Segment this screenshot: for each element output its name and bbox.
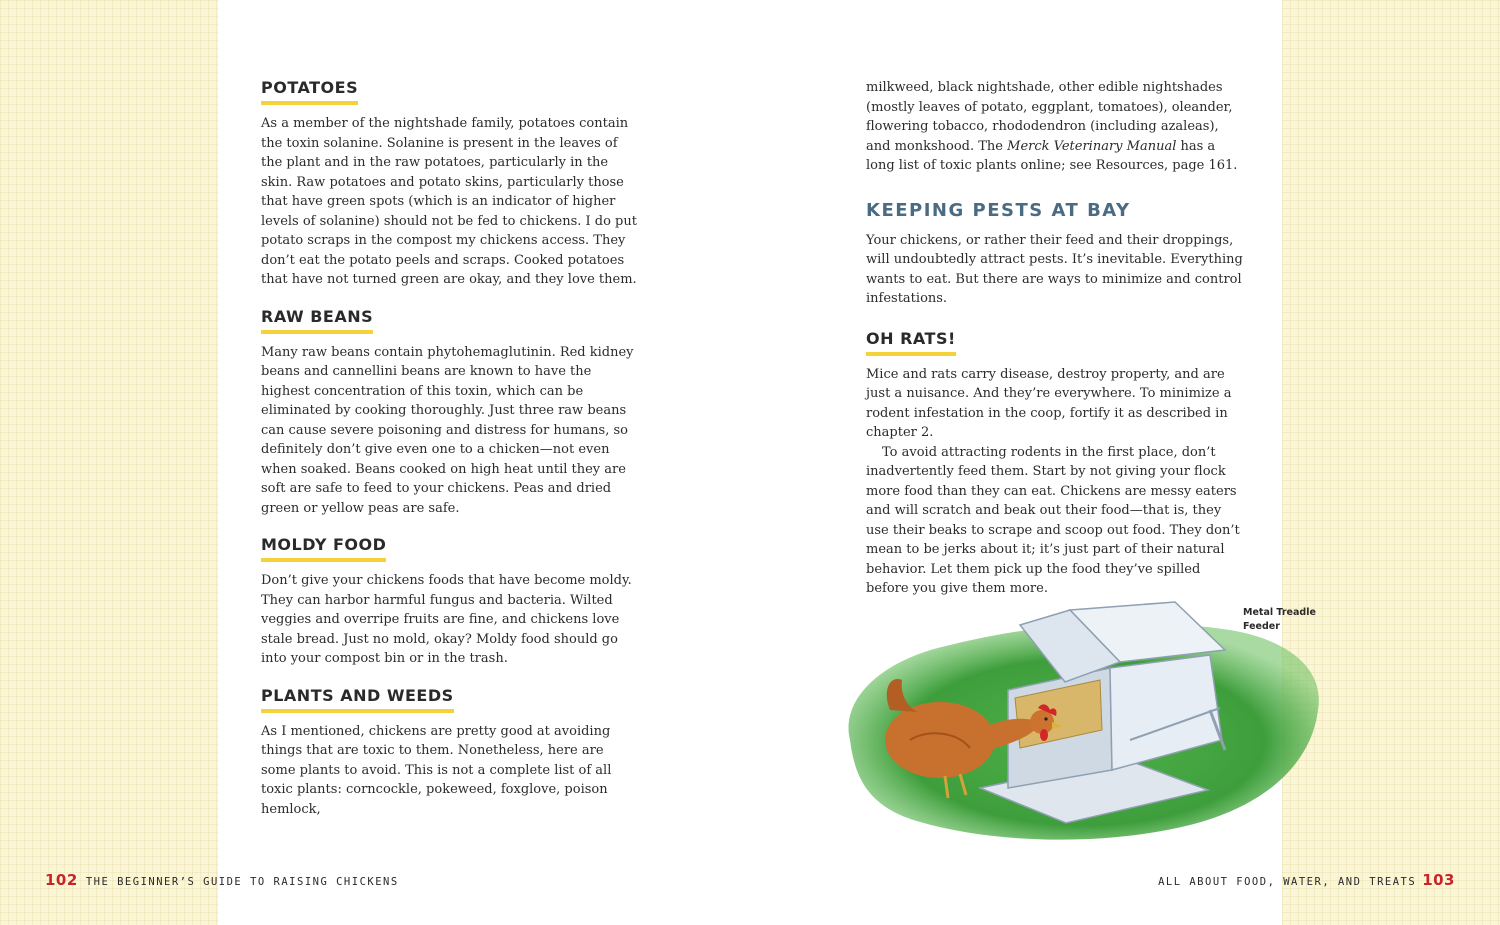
section-raw-beans <box>261 307 641 519</box>
heading-potatoes: POTATOES <box>261 78 358 105</box>
body-plants-and-weeds: As I mentioned, chickens are pretty good at avoiding things that are toxic to them. Nonetheless, here are some plants to avoid. This is not a complete list of all toxic plants: corncockle, pokeweed, foxglove, poison hemlock, <box>261 723 612 817</box>
running-title-right: ALL ABOUT FOOD, WATER, AND TREATS <box>1158 876 1417 888</box>
continued-paragraph <box>866 78 1246 176</box>
running-title-left: THE BEGINNER’S GUIDE TO RAISING CHICKENS <box>85 876 399 888</box>
body-keeping-pests: Your chickens, or rather their feed and their droppings, will undoubtedly attract pests. It’s inevitable. Everything wants to eat. But there are ways to minimize and control infestations. <box>866 232 1243 306</box>
section-plants-and-weeds <box>261 686 641 820</box>
page-number-right: 103 <box>1422 871 1455 889</box>
section-moldy-food <box>261 535 641 669</box>
left-page-column <box>261 78 641 836</box>
right-page-footer <box>1158 871 1455 889</box>
illustration-caption: Metal Treadle Feeder <box>1243 607 1316 632</box>
body-oh-rats-1: Mice and rats carry disease, destroy property, and are just a nuisance. And they’re everywhere. To minimize a rodent infestation in the coop, fortify it as described in chapter 2. <box>866 366 1232 440</box>
body-potatoes: As a member of the nightshade family, potatoes contain the toxin solanine. Solanine is present in the leaves of the plant and in the raw potatoes, particularly in the skin. Raw potatoes and potato skins, particularly those that have green spots (which is an indicator of higher levels of solanine) should not be fed to chickens. I do put potato scraps in the compost my chickens access. They don’t eat the potato peels and scraps. Cooked potatoes that have not turned green are okay, and they love them. <box>261 116 637 287</box>
heading-moldy-food: MOLDY FOOD <box>261 535 386 562</box>
heading-plants-and-weeds: PLANTS AND WEEDS <box>261 686 454 713</box>
merck-manual-title: Merck Veterinary Manual <box>1007 138 1177 154</box>
right-page-column <box>866 78 1246 616</box>
section-keeping-pests <box>866 200 1246 309</box>
body-moldy-food: Don’t give your chickens foods that have become moldy. They can harbor harmful fungus and bacteria. Wilted veggies and overripe fruits are fine, and chickens love stale bread. Just no mold, okay? Moldy food should go into your compost bin or in the trash. <box>261 573 632 666</box>
heading-raw-beans: RAW BEANS <box>261 307 373 334</box>
continued-text-part-1: milkweed, black nightshade, other edible nightshades (mostly leaves of potato, eggplant, tomatoes), oleander, flowering tobacco, rhododendron (including azaleas), and monkshood. The <box>866 80 1233 154</box>
left-page-footer <box>45 871 399 889</box>
left-margin-pattern <box>0 0 218 925</box>
section-potatoes <box>261 78 641 290</box>
section-title-keeping-pests: KEEPING PESTS AT BAY <box>866 199 1131 221</box>
page-number-left: 102 <box>45 871 78 889</box>
heading-oh-rats: OH RATS! <box>866 329 956 356</box>
body-raw-beans: Many raw beans contain phytohemaglutinin. Red kidney beans and cannellini beans are known to have the highest concentration of this toxin, which can be eliminated by cooking thoroughly. Just three raw beans can cause severe poisoning and distress for humans, so definitely don’t give even one to a chicken—not even when soaked. Beans cooked on high heat until they are soft are safe to feed to your chickens. Peas and dried green or yellow peas are safe. <box>261 344 634 516</box>
continued-text-part-2: has a long list of toxic plants online; see Resources, page 161. <box>866 138 1238 173</box>
continued-plant-list <box>866 78 1246 176</box>
section-oh-rats <box>866 329 1246 599</box>
body-oh-rats-2: To avoid attracting rodents in the first place, don’t inadvertently feed them. Start by not giving your flock more food than they can eat. Chickens are messy eaters and will scratch and beak out their food—that is, they use their beaks to scrape and scoop out food. They don’t mean to be jerks about it; it’s just part of their natural behavior. Let them pick up the food they’ve spilled before you give them more. <box>866 444 1240 596</box>
